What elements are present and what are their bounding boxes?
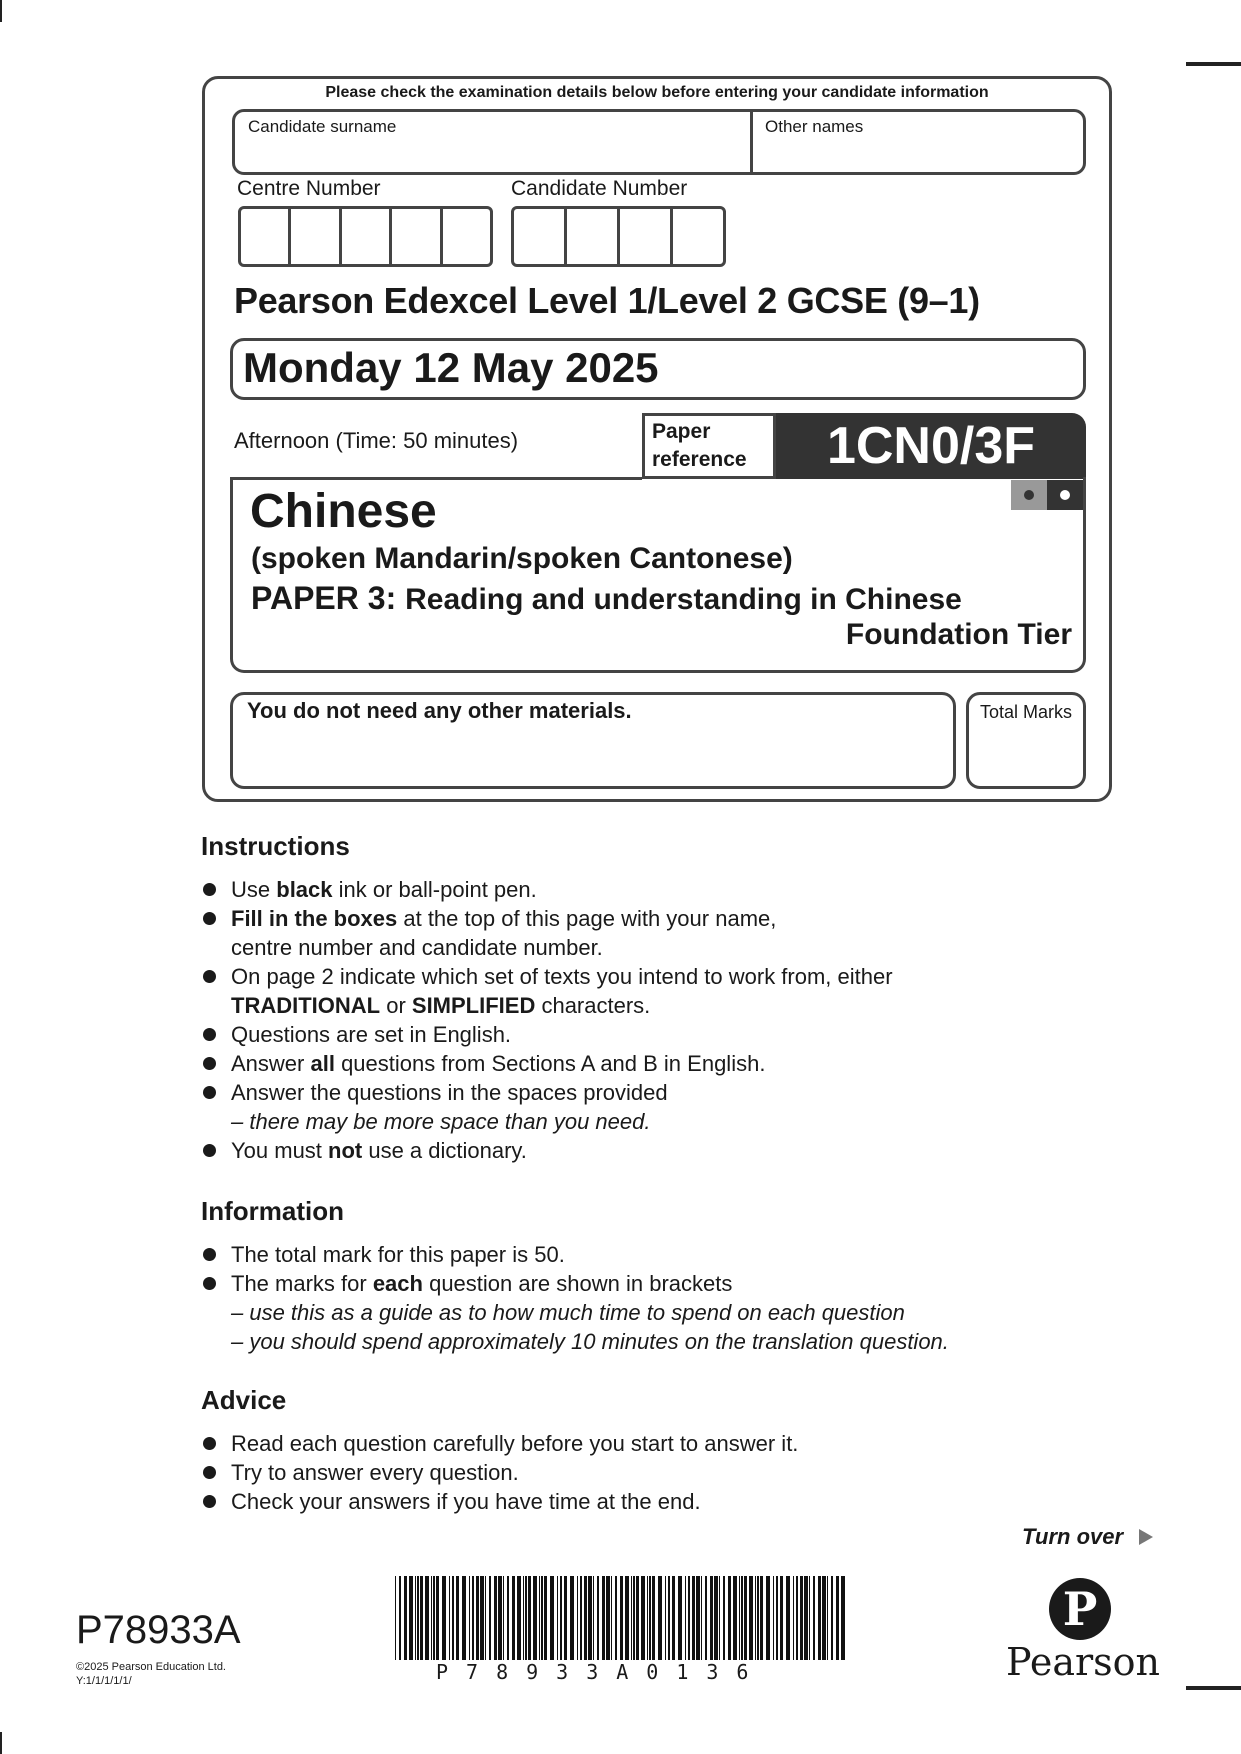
barcode-bar	[606, 1576, 610, 1660]
list-item: The marks for each question are shown in brackets	[201, 1269, 1161, 1298]
materials-note: You do not need any other materials.	[247, 698, 632, 723]
barcode-bar	[476, 1576, 479, 1660]
barcode-bar	[625, 1576, 629, 1660]
barcode-bar	[550, 1576, 554, 1660]
list-item-continuation: centre number and candidate number.	[231, 935, 603, 960]
barcode-bar	[452, 1576, 454, 1660]
check-details-note: Please check the examination details below before entering your candidate information	[325, 84, 989, 101]
barcode-bar	[462, 1576, 466, 1660]
crop-mark	[1186, 1686, 1241, 1690]
list-item: Questions are set in English.	[201, 1020, 1101, 1049]
list-item: Check your answers if you have time at the end.	[201, 1487, 1101, 1516]
barcode-bar	[620, 1576, 623, 1660]
barcode-bar	[633, 1576, 635, 1660]
turn-over-arrow-icon	[1139, 1529, 1153, 1545]
candidate-number-boxes[interactable]	[511, 206, 726, 267]
barcode-bar	[420, 1576, 423, 1660]
name-box-divider	[750, 109, 753, 175]
barcode-bar	[577, 1576, 578, 1660]
barcode-bar	[631, 1576, 632, 1660]
crop-mark	[0, 1732, 2, 1754]
list-item: Use black ink or ball-point pen.	[201, 875, 1101, 904]
barcode-bar	[611, 1576, 612, 1660]
barcode-icon	[395, 1576, 847, 1660]
exam-date: Monday 12 May 2025	[243, 344, 659, 391]
list-item: Fill in the boxes at the top of this page with your name,	[201, 904, 1101, 933]
barcode-bar	[580, 1576, 582, 1660]
digit-box[interactable]	[673, 209, 723, 264]
barcode-bar	[494, 1576, 497, 1660]
barcode-bar	[544, 1576, 547, 1660]
paper-reference-label-line2: reference	[652, 448, 747, 471]
barcode-bar	[665, 1576, 666, 1660]
advice-list	[201, 1429, 1101, 1516]
subject-title: Chinese	[250, 485, 437, 538]
tier-label: Foundation Tier	[845, 618, 1072, 651]
barcode-bar	[714, 1576, 718, 1660]
digit-box[interactable]	[291, 209, 341, 264]
barcode-bar	[503, 1576, 504, 1660]
digit-box[interactable]	[392, 209, 442, 264]
list-item: You must not use a dictionary.	[201, 1136, 1101, 1165]
instructions-heading: Instructions	[201, 831, 350, 861]
barcode-bar	[641, 1576, 645, 1660]
barcode-bar	[507, 1576, 509, 1660]
barcode-bar	[489, 1576, 491, 1660]
list-item: The total mark for this paper is 50.	[201, 1240, 1161, 1269]
barcode-bar	[449, 1576, 450, 1660]
crop-mark	[1186, 62, 1241, 66]
digit-box[interactable]	[342, 209, 392, 264]
other-names-label: Other names	[765, 117, 864, 136]
centre-number-label: Centre Number	[237, 177, 381, 200]
barcode-bar	[755, 1576, 756, 1660]
dark-marker-icon	[1047, 480, 1083, 510]
barcode-bar	[719, 1576, 720, 1660]
paper-code: P78933A	[76, 1608, 241, 1652]
barcode-bar	[757, 1576, 759, 1660]
barcode-bar	[804, 1576, 808, 1660]
barcode-text: P78933A0136	[436, 1660, 767, 1684]
barcode-bar	[668, 1576, 670, 1660]
candidate-number-label: Candidate Number	[511, 177, 688, 200]
barcode-bar	[533, 1576, 537, 1660]
barcode-bar	[557, 1576, 558, 1660]
barcode-bar	[417, 1576, 419, 1660]
barcode-bar	[512, 1576, 515, 1660]
barcode-bar	[564, 1576, 567, 1660]
list-item: Read each question carefully before you start to answer it.	[201, 1429, 1101, 1458]
copyright-line: ©2025 Pearson Education Ltd.	[76, 1661, 226, 1673]
barcode-bar	[744, 1576, 747, 1660]
digit-box[interactable]	[241, 209, 291, 264]
barcode-bar	[672, 1576, 675, 1660]
barcode-bar	[701, 1576, 702, 1660]
barcode-bar	[498, 1576, 502, 1660]
barcode-bar	[658, 1576, 662, 1660]
barcode-bar	[786, 1576, 790, 1660]
barcode-bar	[822, 1576, 826, 1660]
barcode-bar	[647, 1576, 648, 1660]
barcode-bar	[480, 1576, 484, 1660]
barcode-bar	[760, 1576, 763, 1660]
barcode-bar	[809, 1576, 810, 1660]
barcode-bar	[404, 1576, 407, 1660]
barcode-bar	[469, 1576, 470, 1660]
subject-detail: (spoken Mandarin/spoken Cantonese)	[251, 542, 793, 575]
centre-number-boxes[interactable]	[238, 206, 493, 267]
copyright	[76, 1660, 226, 1688]
crop-mark	[0, 0, 2, 22]
barcode-bar	[685, 1576, 686, 1660]
barcode-bar	[776, 1576, 778, 1660]
barcode-bar	[692, 1576, 695, 1660]
barcode-bar	[723, 1576, 725, 1660]
barcode-bar	[739, 1576, 740, 1660]
barcode-bar	[796, 1576, 798, 1660]
barcode-bar	[525, 1576, 527, 1660]
barcode-bar	[584, 1576, 587, 1660]
advice-heading: Advice	[201, 1385, 287, 1415]
barcode-bar	[841, 1576, 845, 1660]
barcode-bar	[409, 1576, 413, 1660]
barcode-bar	[415, 1576, 416, 1660]
list-item: On page 2 indicate which set of texts you intend to work from, either	[201, 962, 1101, 991]
barcode-bar	[472, 1576, 474, 1660]
paper-reference-label-line1: Paper	[652, 420, 711, 443]
barcode-bar	[696, 1576, 700, 1660]
barcode-bar	[588, 1576, 592, 1660]
barcode-bar	[523, 1576, 524, 1660]
paper-prefix: PAPER 3:	[251, 580, 397, 616]
barcode-bar	[431, 1576, 432, 1660]
barcode-bar	[570, 1576, 574, 1660]
paper-reference-label	[652, 418, 747, 474]
barcode-bar	[831, 1576, 833, 1660]
barcode-bar	[649, 1576, 651, 1660]
paper-reference-code: 1CN0/3F	[826, 417, 1036, 475]
barcode-bar	[541, 1576, 543, 1660]
barcode-bar	[539, 1576, 540, 1660]
barcode-bar	[597, 1576, 599, 1660]
list-item-continuation: TRADITIONAL or SIMPLIFIED characters.	[231, 993, 651, 1018]
barcode-bar	[395, 1576, 396, 1660]
digit-box[interactable]	[443, 209, 490, 264]
subject-box-top-edge	[230, 477, 642, 480]
barcode-bar	[678, 1576, 682, 1660]
exam-session: Afternoon (Time: 50 minutes)	[234, 428, 519, 453]
pearson-logo-icon: P	[1049, 1578, 1111, 1640]
barcode-bar	[433, 1576, 435, 1660]
barcode-bar	[560, 1576, 562, 1660]
barcode-bar	[615, 1576, 617, 1660]
list-item-continuation: – use this as a guide as to how much time to spend on each question	[231, 1300, 905, 1325]
barcode-bar	[602, 1576, 605, 1660]
barcode-bar	[818, 1576, 821, 1660]
barcode-bar	[425, 1576, 429, 1660]
barcode-bar	[800, 1576, 803, 1660]
barcode-bar	[593, 1576, 594, 1660]
barcode-bar	[528, 1576, 531, 1660]
barcode-bar	[728, 1576, 731, 1660]
information-list	[201, 1240, 1161, 1356]
barcode-bar	[733, 1576, 737, 1660]
paper-title: Reading and understanding in Chinese	[405, 583, 962, 616]
barcode-bar	[793, 1576, 794, 1660]
barcode-bar	[741, 1576, 743, 1660]
paper-title-line	[251, 580, 962, 617]
barcode-bar	[688, 1576, 690, 1660]
digit-box[interactable]	[620, 209, 673, 264]
candidate-surname-label: Candidate surname	[248, 117, 397, 136]
total-marks-label: Total Marks	[979, 702, 1073, 722]
qualification-title: Pearson Edexcel Level 1/Level 2 GCSE (9–1)	[234, 280, 980, 321]
list-item-continuation: – you should spend approximately 10 minutes on the translation question.	[231, 1329, 949, 1354]
list-item-continuation: – there may be more space than you need.	[231, 1109, 651, 1134]
barcode-bar	[827, 1576, 828, 1660]
copyright-code: Y:1/1/1/1/1/	[76, 1675, 132, 1687]
barcode-bar	[636, 1576, 639, 1660]
barcode-bar	[456, 1576, 459, 1660]
barcode-bar	[652, 1576, 655, 1660]
digit-box[interactable]	[514, 209, 567, 264]
barcode-bar	[780, 1576, 783, 1660]
turn-over-label: Turn over	[1022, 1524, 1124, 1549]
digit-box[interactable]	[567, 209, 620, 264]
barcode-bar	[710, 1576, 713, 1660]
barcode-bar	[705, 1576, 707, 1660]
barcode-bar	[813, 1576, 815, 1660]
barcode-bar	[485, 1576, 486, 1660]
pearson-logo-wordmark: Pearson	[1006, 1640, 1161, 1684]
barcode-bar	[749, 1576, 753, 1660]
grey-marker-icon	[1011, 480, 1047, 510]
list-item: Answer the questions in the spaces provided	[201, 1078, 1101, 1107]
barcode-bar	[766, 1576, 770, 1660]
barcode-bar	[517, 1576, 521, 1660]
barcode-bar	[442, 1576, 446, 1660]
barcode-bar	[773, 1576, 774, 1660]
barcode-bar	[836, 1576, 839, 1660]
list-item: Answer all questions from Sections A and B in English.	[201, 1049, 1101, 1078]
instructions-list	[201, 875, 1101, 1165]
list-item: Try to answer every question.	[201, 1458, 1101, 1487]
information-heading: Information	[201, 1196, 344, 1226]
barcode-bar	[436, 1576, 439, 1660]
barcode-bar	[399, 1576, 401, 1660]
